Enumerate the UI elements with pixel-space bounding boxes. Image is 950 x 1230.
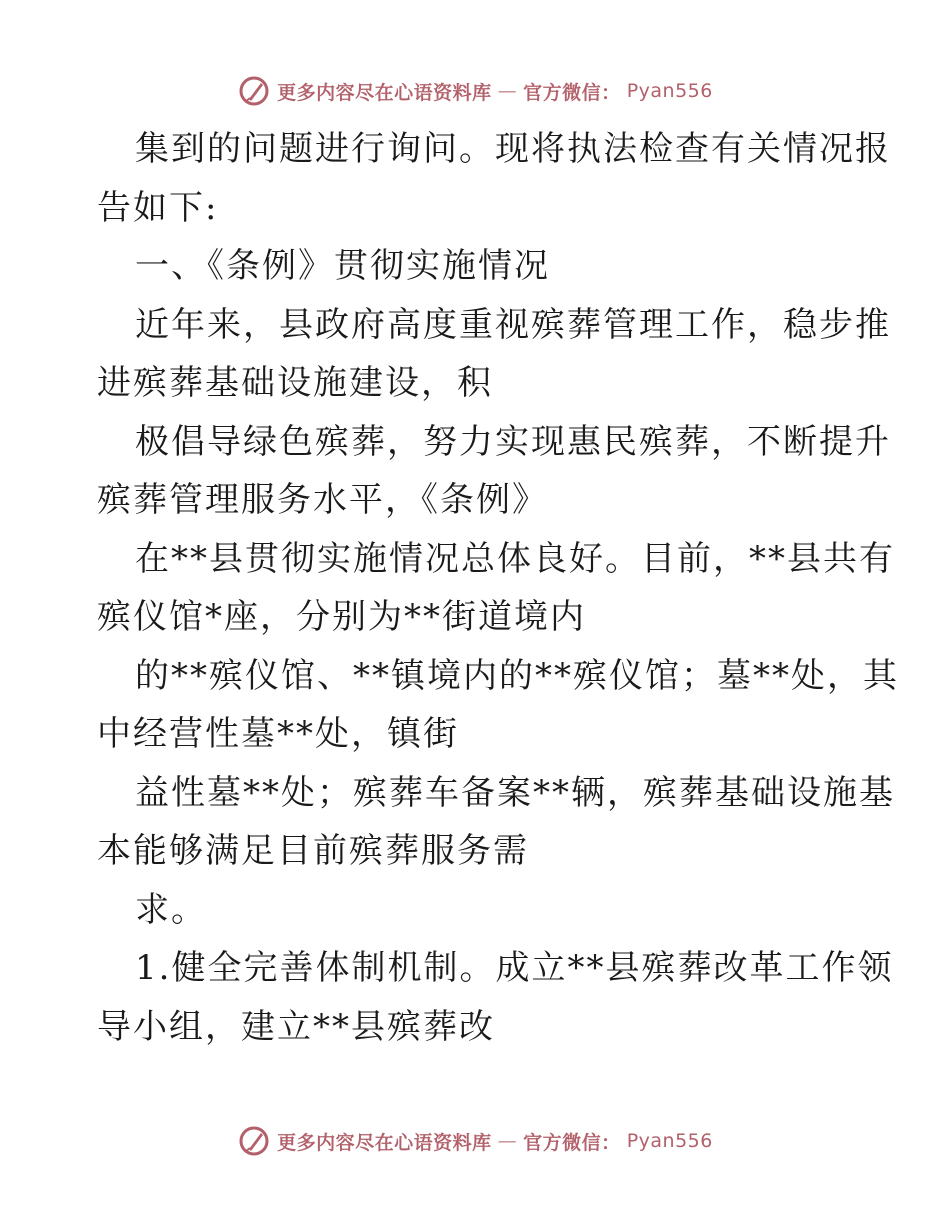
body-line: 殡葬管理服务水平，《条例》: [97, 480, 548, 520]
body-line: 告如下:: [97, 187, 219, 228]
numbered-item: 1.健全完善体制机制。成立**县殡葬改革工作领: [135, 948, 894, 988]
body-line: 殡仪馆*座，分别为**街道境内: [97, 597, 586, 637]
body-line: 益性墓**处；殡葬车备案**辆，殡葬基础设施基: [135, 772, 895, 813]
quill-circle-logo-icon: [237, 74, 271, 108]
watermark-wechat-id: Pyan556: [626, 1130, 713, 1152]
header-watermark: [0, 71, 950, 111]
body-line: 集到的问题进行询问。现将执法检查有关情况报: [135, 129, 891, 169]
watermark-official-label: 官方微信：: [523, 81, 621, 104]
document-body: [97, 120, 899, 1056]
watermark-dash: —: [497, 1130, 518, 1152]
body-line: 极倡导绿色殡葬，努力实现惠民殡葬，不断提升: [135, 421, 891, 462]
section-heading: 一、《条例》贯彻实施情况: [135, 246, 550, 286]
body-line: 中经营性墓**处，镇街: [97, 714, 459, 754]
body-line: 进殡葬基础设施建设，积: [97, 363, 493, 403]
body-line: 导小组，建立**县殡葬改: [97, 1006, 495, 1047]
watermark-official-label: 官方微信：: [523, 1131, 621, 1154]
body-line: 在**县贯彻实施情况总体良好。目前，**县共有: [135, 538, 895, 579]
quill-circle-logo-icon: [237, 1124, 271, 1158]
body-line: 求。: [135, 889, 207, 930]
watermark-text: 更多内容尽在心语资料库: [277, 1131, 492, 1154]
watermark-text: 更多内容尽在心语资料库: [277, 81, 492, 104]
watermark-dash: —: [497, 80, 518, 102]
footer-watermark: [0, 1121, 950, 1161]
body-line: 近年来，县政府高度重视殡葬管理工作，稳步推: [135, 304, 891, 345]
watermark-wechat-id: Pyan556: [626, 80, 713, 102]
body-line: 的**殡仪馆、**镇境内的**殡仪馆；墓**处，其: [135, 655, 899, 696]
body-line: 本能够满足目前殡葬服务需: [97, 831, 529, 871]
